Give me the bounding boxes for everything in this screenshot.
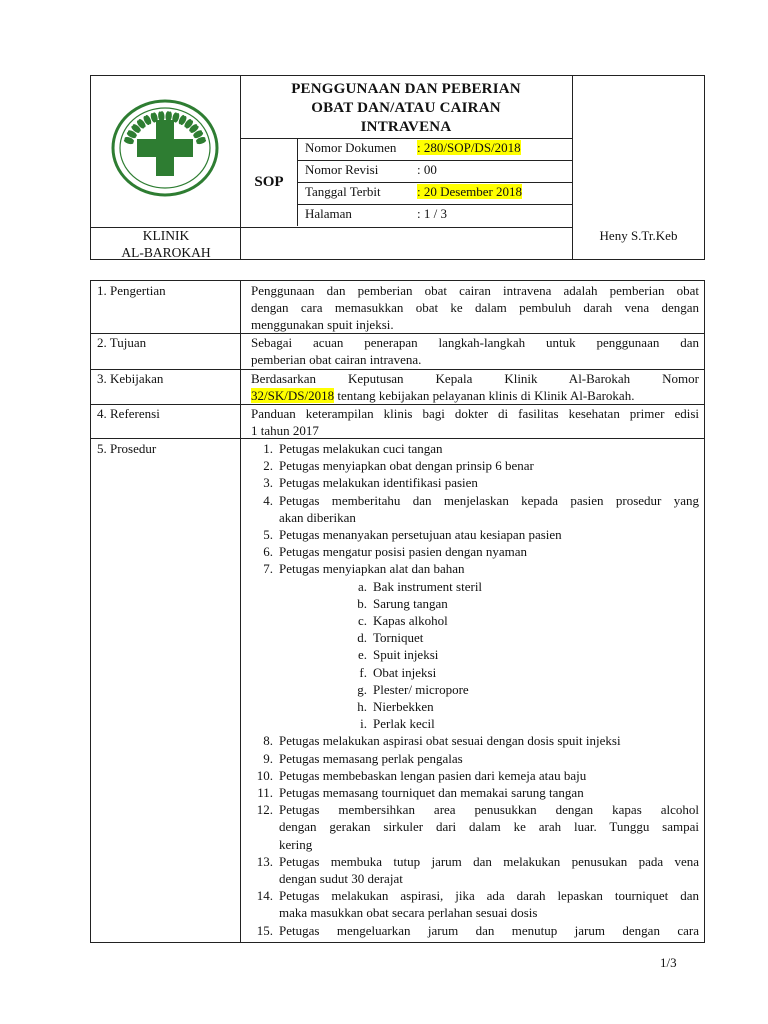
step-text: Petugas mengatur posisi pasien dengan nyaman	[279, 544, 528, 560]
equipment-text: Perlak kecil	[373, 716, 435, 732]
section-text-pengertian: dengan cara memasukkan obat ke dalam pembuluh darah vena dengan	[251, 300, 699, 315]
equipment-text: Sarung tangan	[373, 595, 448, 611]
step-text: Petugas melakukan identifikasi pasien	[279, 475, 478, 491]
step-number: 4.	[263, 492, 273, 508]
procedure-step	[243, 492, 699, 526]
equipment-letter: h.	[357, 699, 367, 714]
equipment-text: Plester/ micropore	[373, 681, 469, 697]
clinic-name-line: KLINIK	[142, 228, 190, 243]
step-text: Petugas menyiapkan obat dengan prinsip 6 benar	[279, 458, 534, 474]
document-title	[241, 80, 571, 137]
sop-label: SOP	[254, 174, 284, 190]
section-text-referensi: 1 tahun 2017	[251, 423, 319, 438]
step-number: 2.	[263, 458, 273, 474]
page-number: 1/3	[660, 955, 677, 970]
step-text: Petugas membersihkan area penusukkan dengan kapas alcohol	[279, 802, 699, 818]
step-number: 12.	[256, 802, 273, 818]
clinic-logo-icon	[109, 96, 221, 200]
procedure-step	[243, 750, 699, 767]
step-number: 11.	[257, 785, 273, 800]
policy-number: 32/SK/DS/2018	[251, 388, 335, 403]
step-text: kering	[279, 836, 313, 852]
step-text: Petugas memasang perlak pengalas	[279, 750, 463, 766]
equipment-letter: f.	[359, 664, 367, 680]
equipment-letter: g.	[357, 681, 367, 697]
step-text: akan diberikan	[279, 509, 356, 525]
procedure-step	[243, 887, 699, 921]
section-text-referensi: Panduan keterampilan klinis bagi dokter di fasilitas kesehatan primer edisi	[251, 406, 699, 421]
section-text-tujuan: Sebagai acuan penerapan langkah-langkah untuk penggunaan dan	[251, 335, 699, 350]
step-text: Petugas menyiapkan alat dan bahan	[279, 561, 465, 577]
clinic-name-line: AL-BAROKAH	[121, 245, 211, 260]
sop-table	[90, 280, 705, 943]
section-label-referensi: 4. Referensi	[97, 406, 160, 421]
procedure-step	[243, 440, 699, 457]
meta-label-doc-number: Nomor Dokumen	[305, 140, 397, 155]
equipment-text: Spuit injeksi	[373, 647, 439, 663]
title-line: OBAT DAN/ATAU CAIRAN	[311, 100, 501, 116]
step-text: Petugas membuka tutup jarum dan melakukan penusukan pada vena	[279, 853, 699, 869]
step-text: dengan sudut 30 derajat	[279, 870, 403, 886]
step-number: 14.	[256, 888, 273, 904]
divider	[240, 138, 572, 139]
policy-text: tentang kebijakan pelayanan klinis di Klinik Al-Barokah.	[334, 388, 635, 403]
step-text: Petugas mengeluarkan jarum dan menutup jarum dengan cara	[279, 922, 699, 938]
step-number: 6.	[263, 544, 273, 560]
equipment-letter: b.	[357, 595, 367, 611]
procedure-step	[243, 784, 699, 801]
divider	[240, 281, 241, 942]
divider	[297, 182, 572, 183]
step-number: 5.	[263, 527, 273, 542]
step-number: 9.	[263, 750, 273, 766]
step-number: 8.	[263, 733, 273, 749]
equipment-letter: d.	[357, 630, 367, 646]
procedure-step	[243, 767, 699, 784]
step-number: 3.	[263, 475, 273, 491]
section-text-tujuan: pemberian obat cairan intravena.	[251, 352, 422, 367]
equipment-letter: e.	[357, 647, 367, 663]
step-text: Petugas melakukan cuci tangan	[279, 441, 443, 456]
step-number: 15.	[256, 922, 273, 938]
step-text: dengan gerakan sirkuler dari dalam ke arah luar. Tunggu sampai	[279, 819, 699, 835]
signer-name: Heny S.Tr.Keb	[599, 228, 678, 243]
procedure-step	[243, 560, 699, 577]
equipment-letter: a.	[357, 578, 367, 594]
meta-value-text: : 280/SOP/DS/2018	[417, 140, 521, 155]
meta-value-text: : 20 Desember 2018	[417, 184, 523, 199]
equipment-text: Obat injeksi	[373, 664, 437, 680]
procedure-step	[243, 732, 699, 749]
procedure-step	[243, 526, 699, 543]
equipment-text: Bak instrument steril	[373, 578, 483, 594]
section-text-pengertian: menggunakan spuit injeksi.	[251, 317, 394, 332]
equipment-text: Kapas alkohol	[373, 613, 448, 628]
title-line: PENGGUNAAN DAN PEBERIAN	[291, 81, 521, 97]
document-header	[90, 75, 705, 260]
divider	[297, 204, 572, 205]
meta-label-issue-date: Tanggal Terbit	[305, 184, 381, 199]
meta-label-revision: Nomor Revisi	[305, 162, 379, 177]
section-label-prosedur: 5. Prosedur	[97, 441, 157, 456]
procedure-step	[243, 922, 699, 939]
meta-value-revision: : 00	[417, 162, 437, 177]
step-number: 13.	[256, 853, 273, 869]
step-text: Petugas melakukan aspirasi, jika ada darah lepaskan tourniquet dan	[279, 888, 699, 904]
step-number: 7.	[263, 561, 273, 577]
step-text: Petugas memasang tourniquet dan memakai sarung tangan	[279, 785, 584, 800]
step-text: Petugas memberitahu dan menjelaskan kepada pasien prosedur yang	[279, 492, 699, 508]
section-text-pengertian: Penggunaan dan pemberian obat cairan intravena adalah pemberian obat	[251, 283, 699, 298]
procedure-step	[243, 474, 699, 491]
equipment-letter: c.	[357, 613, 367, 628]
step-number: 1.	[263, 441, 273, 456]
section-label-kebijakan: 3. Kebijakan	[97, 371, 164, 386]
divider	[297, 160, 572, 161]
meta-label-page: Halaman	[305, 206, 352, 221]
equipment-text: Nierbekken	[373, 699, 434, 714]
section-label-tujuan: 2. Tujuan	[97, 335, 147, 350]
step-text: Petugas menanyakan persetujuan atau kesiapan pasien	[279, 527, 562, 542]
step-text: Petugas melakukan aspirasi obat sesuai dengan dosis spuit injeksi	[279, 733, 621, 749]
title-line: INTRAVENA	[360, 119, 452, 135]
procedure-step	[243, 543, 699, 560]
clinic-name	[91, 227, 241, 261]
meta-value-doc-number	[417, 140, 521, 156]
section-label-pengertian: 1. Pengertian	[97, 283, 166, 298]
equipment-letter: i.	[360, 716, 367, 732]
equipment-text: Torniquet	[373, 630, 424, 646]
procedure-step	[243, 457, 699, 474]
step-text: Petugas membebaskan lengan pasien dari kemeja atau baju	[279, 767, 587, 783]
meta-value-issue-date	[417, 184, 522, 200]
step-text: maka masukkan obat secara perlahan sesuai dosis	[279, 905, 538, 921]
section-text-kebijakan: Berdasarkan Keputusan Kepala Klinik Al-Barokah Nomor	[251, 371, 699, 386]
step-number: 10.	[256, 767, 273, 783]
procedure-step	[243, 801, 699, 853]
section-text-kebijakan	[251, 387, 699, 404]
meta-value-page: : 1 / 3	[417, 206, 447, 221]
procedure-step	[243, 853, 699, 887]
